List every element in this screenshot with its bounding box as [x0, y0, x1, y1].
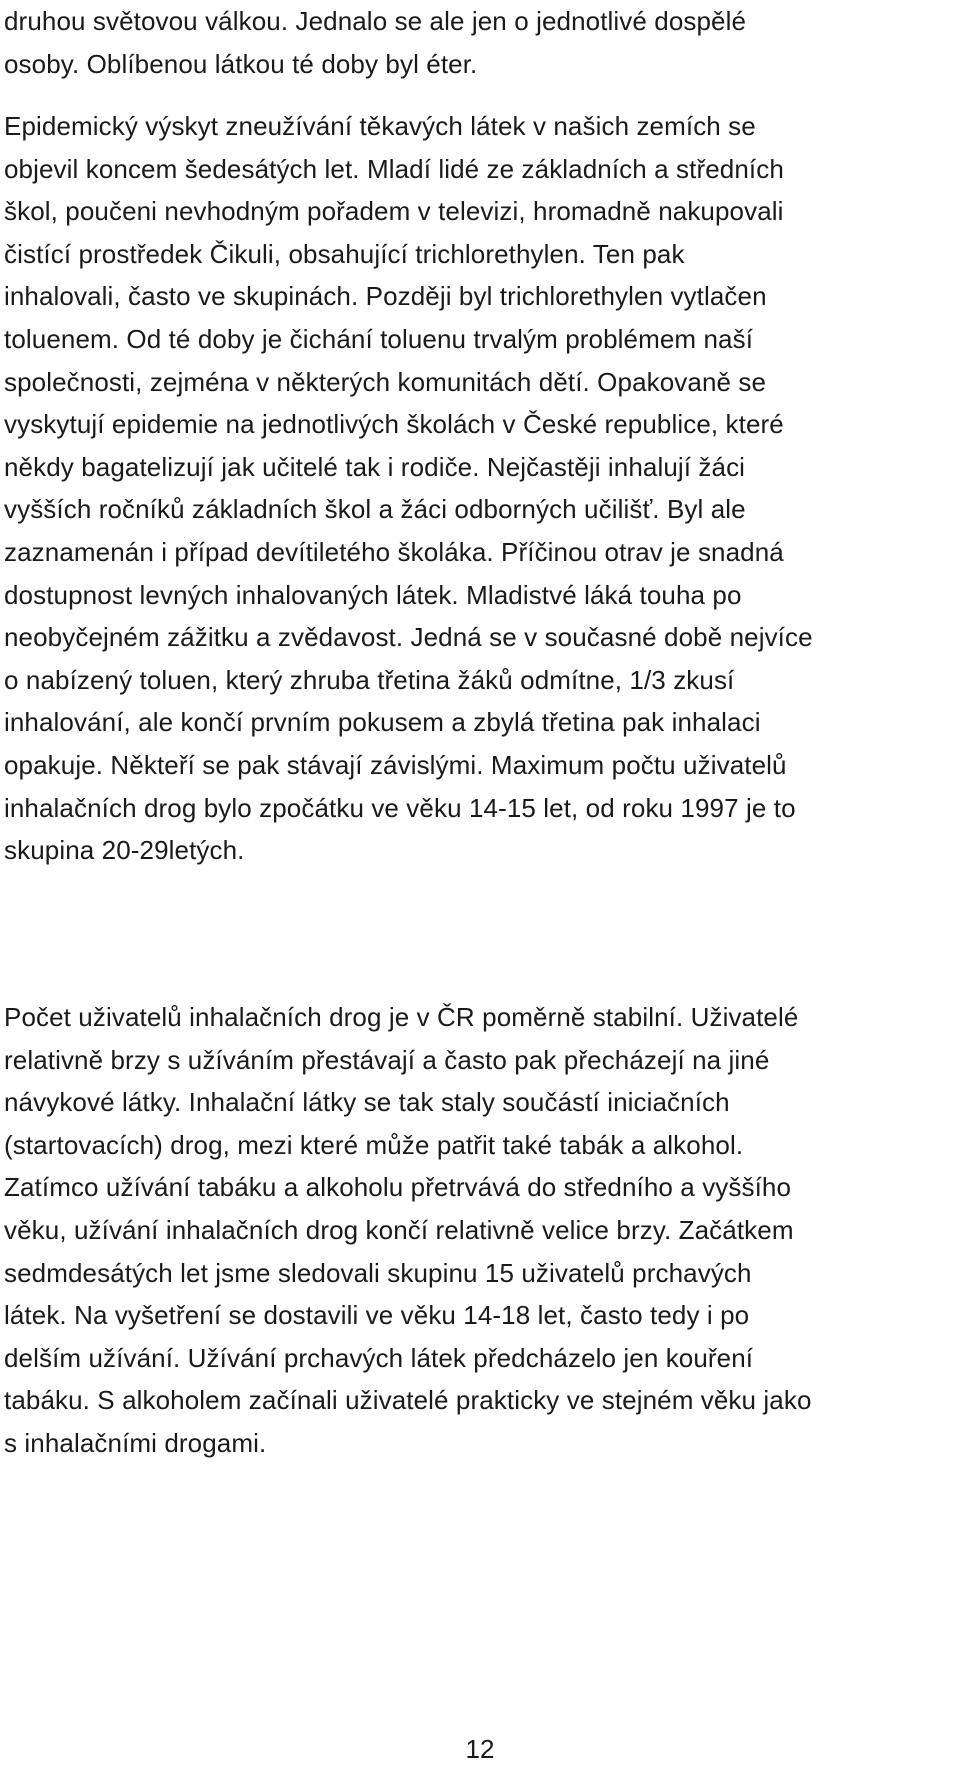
text-line: relativně brzy s užíváním přestávají a často pak přecházejí na jiné: [4, 1044, 770, 1075]
text-line: tabáku. S alkoholem začínali uživatelé prakticky ve stejném věku jako: [4, 1385, 812, 1416]
paragraph-epidemic-occurrence: [4, 105, 956, 872]
text-line: inhalovali, často ve skupinách. Později byl trichlorethylen vytlačen: [4, 281, 767, 312]
text-line: věku, užívání inhalačních drog končí relativně velice brzy. Začátkem: [4, 1214, 794, 1245]
text-line: zaznamenán i případ devítiletého školáka. Příčinou otrav je snadná: [4, 536, 784, 567]
text-line: škol, poučeni nevhodným pořadem v televizi, hromadně nakupovali: [4, 196, 784, 227]
text-line: osoby. Oblíbenou látkou té doby byl éter.: [4, 48, 478, 79]
text-line: inhalačních drog bylo zpočátku ve věku 14-15 let, od roku 1997 je to: [4, 792, 796, 823]
text-line: čistící prostředek Čikuli, obsahující trichlorethylen. Ten pak: [4, 238, 685, 269]
text-line: společnosti, zejména v některých komunitách dětí. Opakovaně se: [4, 366, 767, 397]
text-line: sedmdesátých let jsme sledovali skupinu 15 uživatelů prchavých: [4, 1257, 752, 1288]
text-line: (startovacích) drog, mezi které může patřit také tabák a alkohol.: [4, 1129, 744, 1160]
text-line: Počet uživatelů inhalačních drog je v ČR poměrně stabilní. Uživatelé: [4, 1002, 799, 1032]
text-line: někdy bagatelizují jak učitelé tak i rodiče. Nejčastěji inhalují žáci: [4, 451, 746, 482]
page-number: 12: [465, 1734, 495, 1764]
text-line: návykové látky. Inhalační látky se tak staly součástí iniciačních: [4, 1087, 730, 1118]
text-line: opakuje. Někteří se pak stávají závislými. Maximum počtu uživatelů: [4, 749, 787, 780]
text-line: neobyčejném zážitku a zvědavost. Jedná se v současné době nejvíce: [4, 622, 813, 653]
text-line: látek. Na vyšetření se dostavili ve věku 14-18 let, často tedy i po: [4, 1300, 750, 1331]
text-line: toluenem. Od té doby je čichání toluenu trvalým problémem naší: [4, 323, 754, 354]
text-line: druhou světovou válkou. Jednalo se ale jen o jednotlivé dospělé: [4, 6, 747, 36]
text-line: vyšších ročníků základních škol a žáci odborných učilišť. Byl ale: [4, 494, 746, 525]
text-line: skupina 20-29letých.: [4, 835, 245, 866]
text-line: delším užívání. Užívání prchavých látek předcházelo jen kouření: [4, 1342, 754, 1373]
text-line: Epidemický výskyt zneužívání těkavých látek v našich zemích se: [4, 111, 756, 141]
text-line: inhalování, ale končí prvním pokusem a zbylá třetina pak inhalaci: [4, 707, 761, 738]
paragraph-ether-history: [4, 0, 956, 85]
text-line: o nabízený toluen, který zhruba třetina žáků odmítne, 1/3 zkusí: [4, 664, 735, 695]
text-line: dostupnost levných inhalovaných látek. Mladistvé láká touha po: [4, 579, 742, 610]
paragraph-user-statistics: [4, 996, 956, 1465]
text-line: Zatímco užívání tabáku a alkoholu přetrvává do středního a vyššího: [4, 1172, 792, 1203]
text-line: vyskytují epidemie na jednotlivých školách v České republice, které: [4, 409, 784, 440]
text-line: s inhalačními drogami.: [4, 1427, 267, 1458]
text-line: objevil koncem šedesátých let. Mladí lidé ze základních a středních: [4, 153, 784, 184]
